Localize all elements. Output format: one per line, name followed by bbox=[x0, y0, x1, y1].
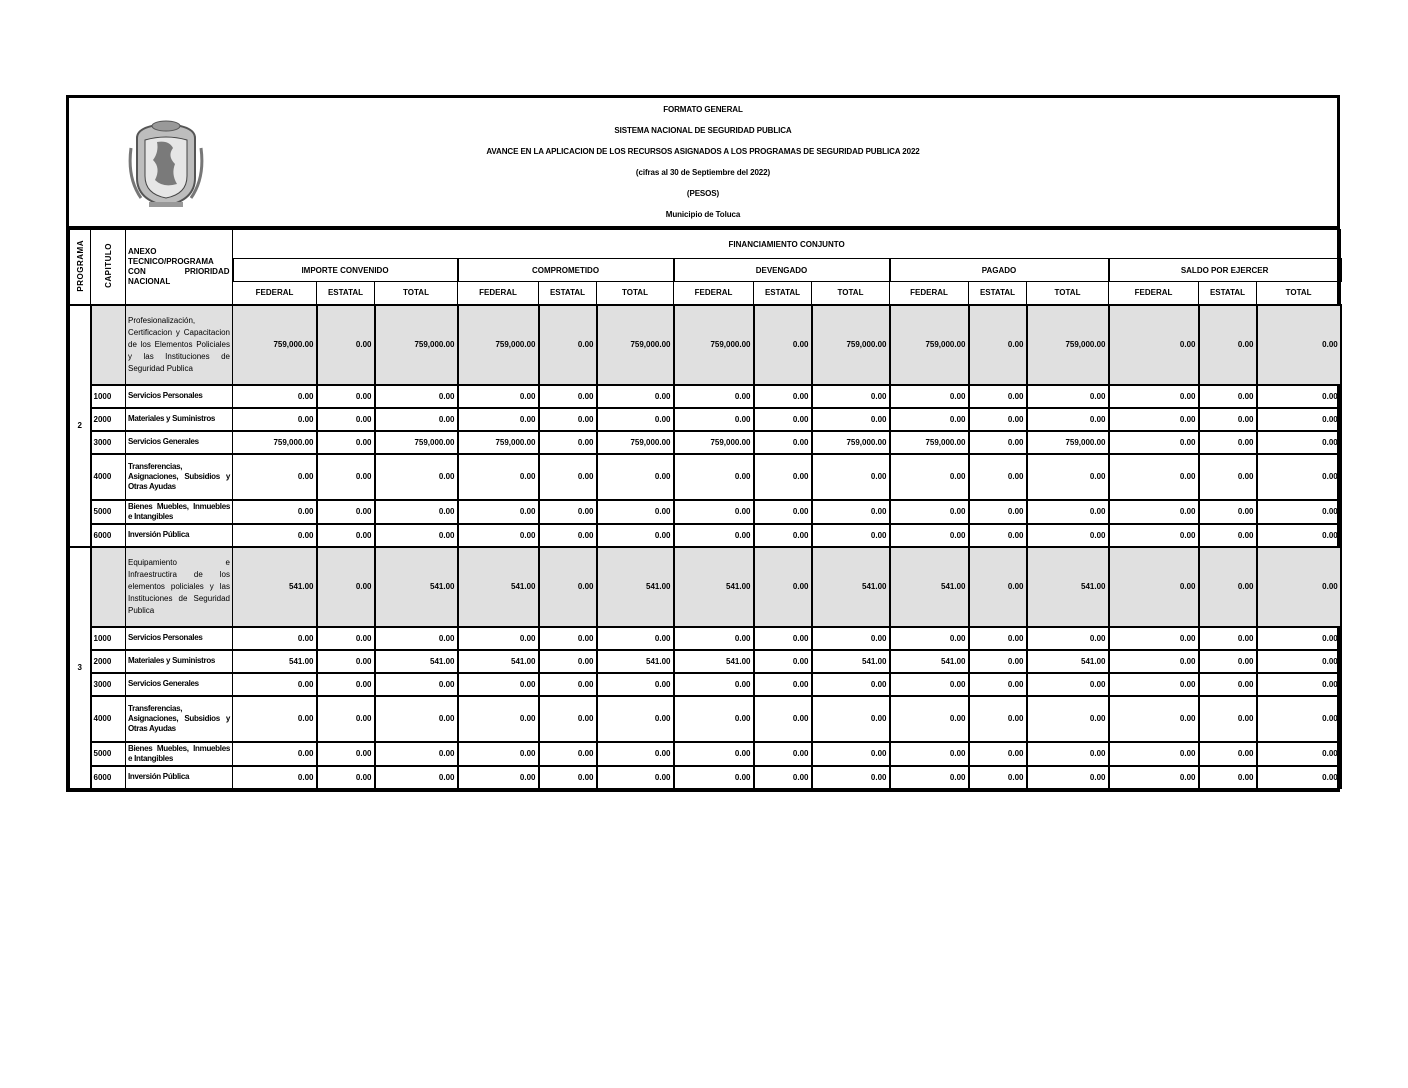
programa-number: 3 bbox=[70, 547, 91, 789]
amount-cell: 541.00 bbox=[1027, 547, 1109, 627]
amount-cell: 0.00 bbox=[1109, 627, 1199, 650]
amount-cell: 0.00 bbox=[1027, 385, 1109, 408]
amount-cell: 0.00 bbox=[539, 650, 597, 673]
amount-cell: 0.00 bbox=[233, 500, 317, 524]
amount-cell: 0.00 bbox=[317, 305, 375, 385]
capitulo-desc: Inversión Pública bbox=[126, 766, 233, 789]
amount-cell: 0.00 bbox=[969, 524, 1027, 547]
amount-cell: 541.00 bbox=[1027, 650, 1109, 673]
group-header: COMPROMETIDO bbox=[458, 259, 674, 282]
amount-cell: 0.00 bbox=[1199, 766, 1257, 789]
amount-cell: 759,000.00 bbox=[812, 305, 890, 385]
capitulo-code: 2000 bbox=[91, 408, 126, 431]
amount-cell: 541.00 bbox=[458, 547, 539, 627]
capitulo-desc: Bienes Muebles, Inmuebles e Intangibles bbox=[126, 500, 233, 524]
amount-cell: 0.00 bbox=[233, 454, 317, 500]
amount-cell: 0.00 bbox=[597, 385, 674, 408]
amount-cell: 0.00 bbox=[812, 454, 890, 500]
amount-cell: 0.00 bbox=[890, 385, 969, 408]
amount-cell: 0.00 bbox=[1027, 454, 1109, 500]
amount-cell: 0.00 bbox=[1199, 500, 1257, 524]
amount-cell: 0.00 bbox=[317, 385, 375, 408]
amount-cell: 0.00 bbox=[890, 742, 969, 766]
amount-cell: 759,000.00 bbox=[597, 305, 674, 385]
amount-cell: 0.00 bbox=[539, 454, 597, 500]
amount-cell: 0.00 bbox=[754, 305, 812, 385]
amount-cell: 0.00 bbox=[754, 547, 812, 627]
amount-cell: 0.00 bbox=[969, 305, 1027, 385]
report-sheet bbox=[66, 95, 1340, 792]
header-line-2: SISTEMA NACIONAL DE SEGURIDAD PUBLICA bbox=[614, 126, 792, 135]
amount-cell: 0.00 bbox=[890, 500, 969, 524]
amount-cell: 0.00 bbox=[375, 500, 458, 524]
amount-cell: 0.00 bbox=[1257, 385, 1341, 408]
amount-cell: 0.00 bbox=[539, 673, 597, 696]
amount-cell: 0.00 bbox=[1199, 696, 1257, 742]
amount-cell: 0.00 bbox=[233, 766, 317, 789]
amount-cell: 0.00 bbox=[969, 454, 1027, 500]
sub-header-federal: FEDERAL bbox=[233, 282, 317, 305]
amount-cell: 0.00 bbox=[597, 766, 674, 789]
amount-cell: 0.00 bbox=[969, 673, 1027, 696]
budget-table bbox=[69, 229, 1342, 789]
amount-cell: 0.00 bbox=[1257, 454, 1341, 500]
amount-cell: 0.00 bbox=[458, 696, 539, 742]
amount-cell: 759,000.00 bbox=[812, 431, 890, 454]
amount-cell: 0.00 bbox=[754, 454, 812, 500]
amount-cell: 0.00 bbox=[812, 673, 890, 696]
capitulo-desc: Materiales y Suministros bbox=[126, 650, 233, 673]
sub-header-total: TOTAL bbox=[1027, 282, 1109, 305]
amount-cell: 0.00 bbox=[1199, 742, 1257, 766]
amount-cell: 0.00 bbox=[674, 696, 754, 742]
amount-cell: 759,000.00 bbox=[458, 431, 539, 454]
amount-cell: 0.00 bbox=[1109, 431, 1199, 454]
amount-cell: 0.00 bbox=[233, 524, 317, 547]
amount-cell: 0.00 bbox=[890, 696, 969, 742]
amount-cell: 541.00 bbox=[233, 650, 317, 673]
amount-cell: 0.00 bbox=[375, 408, 458, 431]
amount-cell: 759,000.00 bbox=[233, 431, 317, 454]
amount-cell: 0.00 bbox=[375, 673, 458, 696]
amount-cell: 0.00 bbox=[969, 547, 1027, 627]
amount-cell: 0.00 bbox=[1199, 385, 1257, 408]
amount-cell: 0.00 bbox=[812, 385, 890, 408]
amount-cell: 0.00 bbox=[969, 408, 1027, 431]
sub-header-estatal: ESTATAL bbox=[969, 282, 1027, 305]
amount-cell: 541.00 bbox=[674, 547, 754, 627]
amount-cell: 0.00 bbox=[597, 524, 674, 547]
amount-cell: 759,000.00 bbox=[375, 305, 458, 385]
amount-cell: 0.00 bbox=[1257, 524, 1341, 547]
financiamiento-header: FINANCIAMIENTO CONJUNTO bbox=[233, 230, 1341, 259]
amount-cell: 0.00 bbox=[1199, 673, 1257, 696]
capitulo-cell bbox=[91, 547, 126, 627]
amount-cell: 0.00 bbox=[317, 673, 375, 696]
capitulo-code: 1000 bbox=[91, 627, 126, 650]
amount-cell: 0.00 bbox=[539, 524, 597, 547]
amount-cell: 0.00 bbox=[1109, 524, 1199, 547]
capitulo-row bbox=[70, 650, 1341, 673]
capitulo-desc: Servicios Personales bbox=[126, 385, 233, 408]
capitulo-code: 4000 bbox=[91, 696, 126, 742]
program-row bbox=[70, 305, 1341, 385]
capitulo-desc: Servicios Generales bbox=[126, 673, 233, 696]
sub-header-federal: FEDERAL bbox=[890, 282, 969, 305]
amount-cell: 0.00 bbox=[812, 524, 890, 547]
amount-cell: 0.00 bbox=[539, 696, 597, 742]
amount-cell: 0.00 bbox=[969, 500, 1027, 524]
amount-cell: 0.00 bbox=[317, 408, 375, 431]
amount-cell: 0.00 bbox=[674, 766, 754, 789]
report-header bbox=[69, 98, 1337, 229]
capitulo-row bbox=[70, 627, 1341, 650]
amount-cell: 0.00 bbox=[539, 766, 597, 789]
amount-cell: 0.00 bbox=[812, 766, 890, 789]
amount-cell: 0.00 bbox=[754, 500, 812, 524]
amount-cell: 0.00 bbox=[1109, 408, 1199, 431]
amount-cell: 759,000.00 bbox=[1027, 431, 1109, 454]
sub-header-total: TOTAL bbox=[597, 282, 674, 305]
amount-cell: 0.00 bbox=[1027, 627, 1109, 650]
amount-cell: 0.00 bbox=[1199, 524, 1257, 547]
amount-cell: 0.00 bbox=[674, 454, 754, 500]
amount-cell: 0.00 bbox=[969, 627, 1027, 650]
amount-cell: 0.00 bbox=[890, 524, 969, 547]
amount-cell: 0.00 bbox=[969, 385, 1027, 408]
capitulo-desc: Servicios Generales bbox=[126, 431, 233, 454]
amount-cell: 759,000.00 bbox=[890, 431, 969, 454]
amount-cell: 0.00 bbox=[317, 500, 375, 524]
amount-cell: 541.00 bbox=[812, 650, 890, 673]
amount-cell: 0.00 bbox=[754, 524, 812, 547]
amount-cell: 0.00 bbox=[674, 524, 754, 547]
amount-cell: 0.00 bbox=[812, 627, 890, 650]
amount-cell: 0.00 bbox=[317, 454, 375, 500]
amount-cell: 0.00 bbox=[1109, 766, 1199, 789]
amount-cell: 0.00 bbox=[539, 500, 597, 524]
amount-cell: 0.00 bbox=[597, 696, 674, 742]
amount-cell: 0.00 bbox=[754, 766, 812, 789]
amount-cell: 0.00 bbox=[1257, 500, 1341, 524]
amount-cell: 0.00 bbox=[754, 385, 812, 408]
amount-cell: 0.00 bbox=[1199, 431, 1257, 454]
amount-cell: 0.00 bbox=[890, 454, 969, 500]
program-name: Equipamiento e Infraestructira de los elementos policiales y las Instituciones de Seguridad Publica bbox=[126, 547, 233, 627]
header-line-5: (PESOS) bbox=[686, 189, 720, 198]
amount-cell: 759,000.00 bbox=[233, 305, 317, 385]
capitulo-desc: Inversión Pública bbox=[126, 524, 233, 547]
capitulo-code: 5000 bbox=[91, 500, 126, 524]
amount-cell: 0.00 bbox=[1027, 696, 1109, 742]
amount-cell: 0.00 bbox=[317, 547, 375, 627]
amount-cell: 0.00 bbox=[969, 742, 1027, 766]
capitulo-row bbox=[70, 696, 1341, 742]
amount-cell: 0.00 bbox=[969, 650, 1027, 673]
amount-cell: 0.00 bbox=[674, 673, 754, 696]
sub-header-estatal: ESTATAL bbox=[317, 282, 375, 305]
amount-cell: 0.00 bbox=[1109, 742, 1199, 766]
amount-cell: 541.00 bbox=[890, 547, 969, 627]
amount-cell: 0.00 bbox=[890, 408, 969, 431]
amount-cell: 0.00 bbox=[1027, 766, 1109, 789]
amount-cell: 0.00 bbox=[539, 431, 597, 454]
capitulo-row bbox=[70, 524, 1341, 547]
amount-cell: 0.00 bbox=[1257, 742, 1341, 766]
sub-header-federal: FEDERAL bbox=[1109, 282, 1199, 305]
program-row bbox=[70, 547, 1341, 627]
amount-cell: 0.00 bbox=[1109, 305, 1199, 385]
amount-cell: 541.00 bbox=[890, 650, 969, 673]
amount-cell: 0.00 bbox=[1199, 408, 1257, 431]
amount-cell: 0.00 bbox=[597, 627, 674, 650]
amount-cell: 0.00 bbox=[969, 431, 1027, 454]
amount-cell: 0.00 bbox=[1109, 547, 1199, 627]
amount-cell: 0.00 bbox=[458, 627, 539, 650]
amount-cell: 759,000.00 bbox=[890, 305, 969, 385]
amount-cell: 0.00 bbox=[233, 742, 317, 766]
amount-cell: 0.00 bbox=[1027, 408, 1109, 431]
capitulo-code: 6000 bbox=[91, 766, 126, 789]
amount-cell: 0.00 bbox=[1199, 305, 1257, 385]
capitulo-row bbox=[70, 673, 1341, 696]
amount-cell: 0.00 bbox=[890, 673, 969, 696]
amount-cell: 759,000.00 bbox=[597, 431, 674, 454]
amount-cell: 0.00 bbox=[754, 650, 812, 673]
amount-cell: 0.00 bbox=[317, 766, 375, 789]
amount-cell: 0.00 bbox=[969, 766, 1027, 789]
amount-cell: 0.00 bbox=[233, 627, 317, 650]
amount-cell: 0.00 bbox=[1257, 547, 1341, 627]
amount-cell: 0.00 bbox=[1257, 696, 1341, 742]
amount-cell: 0.00 bbox=[317, 627, 375, 650]
amount-cell: 0.00 bbox=[458, 500, 539, 524]
group-header: PAGADO bbox=[890, 259, 1109, 282]
amount-cell: 759,000.00 bbox=[375, 431, 458, 454]
amount-cell: 759,000.00 bbox=[1027, 305, 1109, 385]
amount-cell: 0.00 bbox=[754, 696, 812, 742]
amount-cell: 0.00 bbox=[674, 500, 754, 524]
capitulo-desc: Transferencias, Asignaciones, Subsidios y Otras Ayudas bbox=[126, 696, 233, 742]
amount-cell: 0.00 bbox=[458, 766, 539, 789]
header-line-4: (cifras al 30 de Septiembre del 2022) bbox=[635, 168, 771, 177]
amount-cell: 0.00 bbox=[754, 627, 812, 650]
amount-cell: 541.00 bbox=[375, 547, 458, 627]
amount-cell: 0.00 bbox=[539, 305, 597, 385]
amount-cell: 0.00 bbox=[1257, 673, 1341, 696]
capitulo-code: 1000 bbox=[91, 385, 126, 408]
amount-cell: 0.00 bbox=[1109, 454, 1199, 500]
amount-cell: 0.00 bbox=[1109, 650, 1199, 673]
capitulo-row bbox=[70, 408, 1341, 431]
amount-cell: 759,000.00 bbox=[458, 305, 539, 385]
amount-cell: 0.00 bbox=[1199, 454, 1257, 500]
amount-cell: 0.00 bbox=[890, 766, 969, 789]
amount-cell: 0.00 bbox=[375, 766, 458, 789]
amount-cell: 0.00 bbox=[1257, 431, 1341, 454]
amount-cell: 0.00 bbox=[674, 627, 754, 650]
sub-header-estatal: ESTATAL bbox=[1199, 282, 1257, 305]
amount-cell: 0.00 bbox=[458, 454, 539, 500]
amount-cell: 0.00 bbox=[233, 696, 317, 742]
amount-cell: 0.00 bbox=[812, 408, 890, 431]
sub-header-estatal: ESTATAL bbox=[539, 282, 597, 305]
capitulo-desc: Transferencias, Asignaciones, Subsidios y Otras Ayudas bbox=[126, 454, 233, 500]
sub-header-total: TOTAL bbox=[375, 282, 458, 305]
amount-cell: 0.00 bbox=[317, 742, 375, 766]
amount-cell: 0.00 bbox=[1027, 673, 1109, 696]
group-header: SALDO POR EJERCER bbox=[1109, 259, 1341, 282]
amount-cell: 0.00 bbox=[317, 696, 375, 742]
amount-cell: 0.00 bbox=[317, 650, 375, 673]
header-line-3: AVANCE EN LA APLICACION DE LOS RECURSOS ASIGNADOS A LOS PROGRAMAS DE SEGURIDAD PUBLICA 2022 bbox=[486, 147, 920, 156]
group-header: IMPORTE CONVENIDO bbox=[233, 259, 458, 282]
programa-number: 2 bbox=[70, 305, 91, 547]
header-line-6: Municipio de Toluca bbox=[665, 210, 741, 219]
amount-cell: 541.00 bbox=[458, 650, 539, 673]
amount-cell: 0.00 bbox=[1257, 650, 1341, 673]
amount-cell: 0.00 bbox=[754, 742, 812, 766]
amount-cell: 0.00 bbox=[1109, 385, 1199, 408]
program-name: Profesionalización, Certificacion y Capacitacion de los Elementos Policiales y las Instituciones de Seguridad Publica bbox=[126, 305, 233, 385]
amount-cell: 541.00 bbox=[375, 650, 458, 673]
capitulo-code: 5000 bbox=[91, 742, 126, 766]
amount-cell: 0.00 bbox=[597, 673, 674, 696]
amount-cell: 0.00 bbox=[458, 742, 539, 766]
amount-cell: 0.00 bbox=[1257, 766, 1341, 789]
amount-cell: 0.00 bbox=[375, 524, 458, 547]
amount-cell: 0.00 bbox=[674, 408, 754, 431]
amount-cell: 0.00 bbox=[1027, 742, 1109, 766]
amount-cell: 0.00 bbox=[1027, 500, 1109, 524]
capitulo-cell bbox=[91, 305, 126, 385]
amount-cell: 541.00 bbox=[597, 547, 674, 627]
amount-cell: 0.00 bbox=[539, 627, 597, 650]
capitulo-code: 4000 bbox=[91, 454, 126, 500]
sub-header-estatal: ESTATAL bbox=[754, 282, 812, 305]
amount-cell: 0.00 bbox=[458, 385, 539, 408]
amount-cell: 0.00 bbox=[1199, 547, 1257, 627]
header-line-1: FORMATO GENERAL bbox=[663, 105, 743, 114]
amount-cell: 0.00 bbox=[1199, 650, 1257, 673]
capitulo-row bbox=[70, 500, 1341, 524]
amount-cell: 0.00 bbox=[1257, 408, 1341, 431]
anexo-header: ANEXO TECNICO/PROGRAMA CON PRIORIDAD NACIONAL bbox=[126, 230, 233, 305]
capitulo-desc: Bienes Muebles, Inmuebles e Intangibles bbox=[126, 742, 233, 766]
capitulo-code: 2000 bbox=[91, 650, 126, 673]
amount-cell: 0.00 bbox=[233, 673, 317, 696]
amount-cell: 0.00 bbox=[812, 742, 890, 766]
amount-cell: 0.00 bbox=[597, 454, 674, 500]
amount-cell: 0.00 bbox=[375, 454, 458, 500]
amount-cell: 0.00 bbox=[969, 696, 1027, 742]
amount-cell: 0.00 bbox=[539, 385, 597, 408]
amount-cell: 0.00 bbox=[375, 385, 458, 408]
amount-cell: 0.00 bbox=[597, 742, 674, 766]
capitulo-desc: Servicios Personales bbox=[126, 627, 233, 650]
amount-cell: 0.00 bbox=[375, 627, 458, 650]
amount-cell: 0.00 bbox=[1109, 696, 1199, 742]
amount-cell: 0.00 bbox=[233, 408, 317, 431]
amount-cell: 0.00 bbox=[674, 385, 754, 408]
amount-cell: 0.00 bbox=[812, 500, 890, 524]
capitulo-row bbox=[70, 454, 1341, 500]
amount-cell: 759,000.00 bbox=[674, 431, 754, 454]
amount-cell: 759,000.00 bbox=[674, 305, 754, 385]
capitulo-header: CAPITULO bbox=[91, 230, 126, 305]
sub-header-federal: FEDERAL bbox=[458, 282, 539, 305]
amount-cell: 0.00 bbox=[458, 524, 539, 547]
amount-cell: 541.00 bbox=[674, 650, 754, 673]
amount-cell: 0.00 bbox=[1027, 524, 1109, 547]
programa-header: PROGRAMA bbox=[70, 230, 91, 305]
sub-header-total: TOTAL bbox=[1257, 282, 1341, 305]
capitulo-row bbox=[70, 385, 1341, 408]
amount-cell: 541.00 bbox=[812, 547, 890, 627]
amount-cell: 0.00 bbox=[1109, 673, 1199, 696]
amount-cell: 0.00 bbox=[890, 627, 969, 650]
amount-cell: 0.00 bbox=[812, 696, 890, 742]
amount-cell: 0.00 bbox=[458, 673, 539, 696]
capitulo-code: 3000 bbox=[91, 431, 126, 454]
amount-cell: 0.00 bbox=[375, 742, 458, 766]
amount-cell: 0.00 bbox=[597, 500, 674, 524]
amount-cell: 0.00 bbox=[375, 696, 458, 742]
amount-cell: 541.00 bbox=[597, 650, 674, 673]
group-header: DEVENGADO bbox=[674, 259, 890, 282]
sub-header-federal: FEDERAL bbox=[674, 282, 754, 305]
amount-cell: 0.00 bbox=[754, 673, 812, 696]
amount-cell: 0.00 bbox=[1199, 627, 1257, 650]
capitulo-desc: Materiales y Suministros bbox=[126, 408, 233, 431]
amount-cell: 0.00 bbox=[539, 742, 597, 766]
capitulo-code: 3000 bbox=[91, 673, 126, 696]
amount-cell: 0.00 bbox=[1109, 500, 1199, 524]
amount-cell: 0.00 bbox=[539, 408, 597, 431]
capitulo-row bbox=[70, 742, 1341, 766]
amount-cell: 0.00 bbox=[754, 431, 812, 454]
amount-cell: 0.00 bbox=[317, 524, 375, 547]
capitulo-code: 6000 bbox=[91, 524, 126, 547]
amount-cell: 0.00 bbox=[539, 547, 597, 627]
amount-cell: 541.00 bbox=[233, 547, 317, 627]
amount-cell: 0.00 bbox=[754, 408, 812, 431]
sub-header-total: TOTAL bbox=[812, 282, 890, 305]
capitulo-row bbox=[70, 431, 1341, 454]
amount-cell: 0.00 bbox=[233, 385, 317, 408]
amount-cell: 0.00 bbox=[597, 408, 674, 431]
capitulo-row bbox=[70, 766, 1341, 789]
amount-cell: 0.00 bbox=[458, 408, 539, 431]
amount-cell: 0.00 bbox=[1257, 627, 1341, 650]
amount-cell: 0.00 bbox=[674, 742, 754, 766]
amount-cell: 0.00 bbox=[1257, 305, 1341, 385]
amount-cell: 0.00 bbox=[317, 431, 375, 454]
